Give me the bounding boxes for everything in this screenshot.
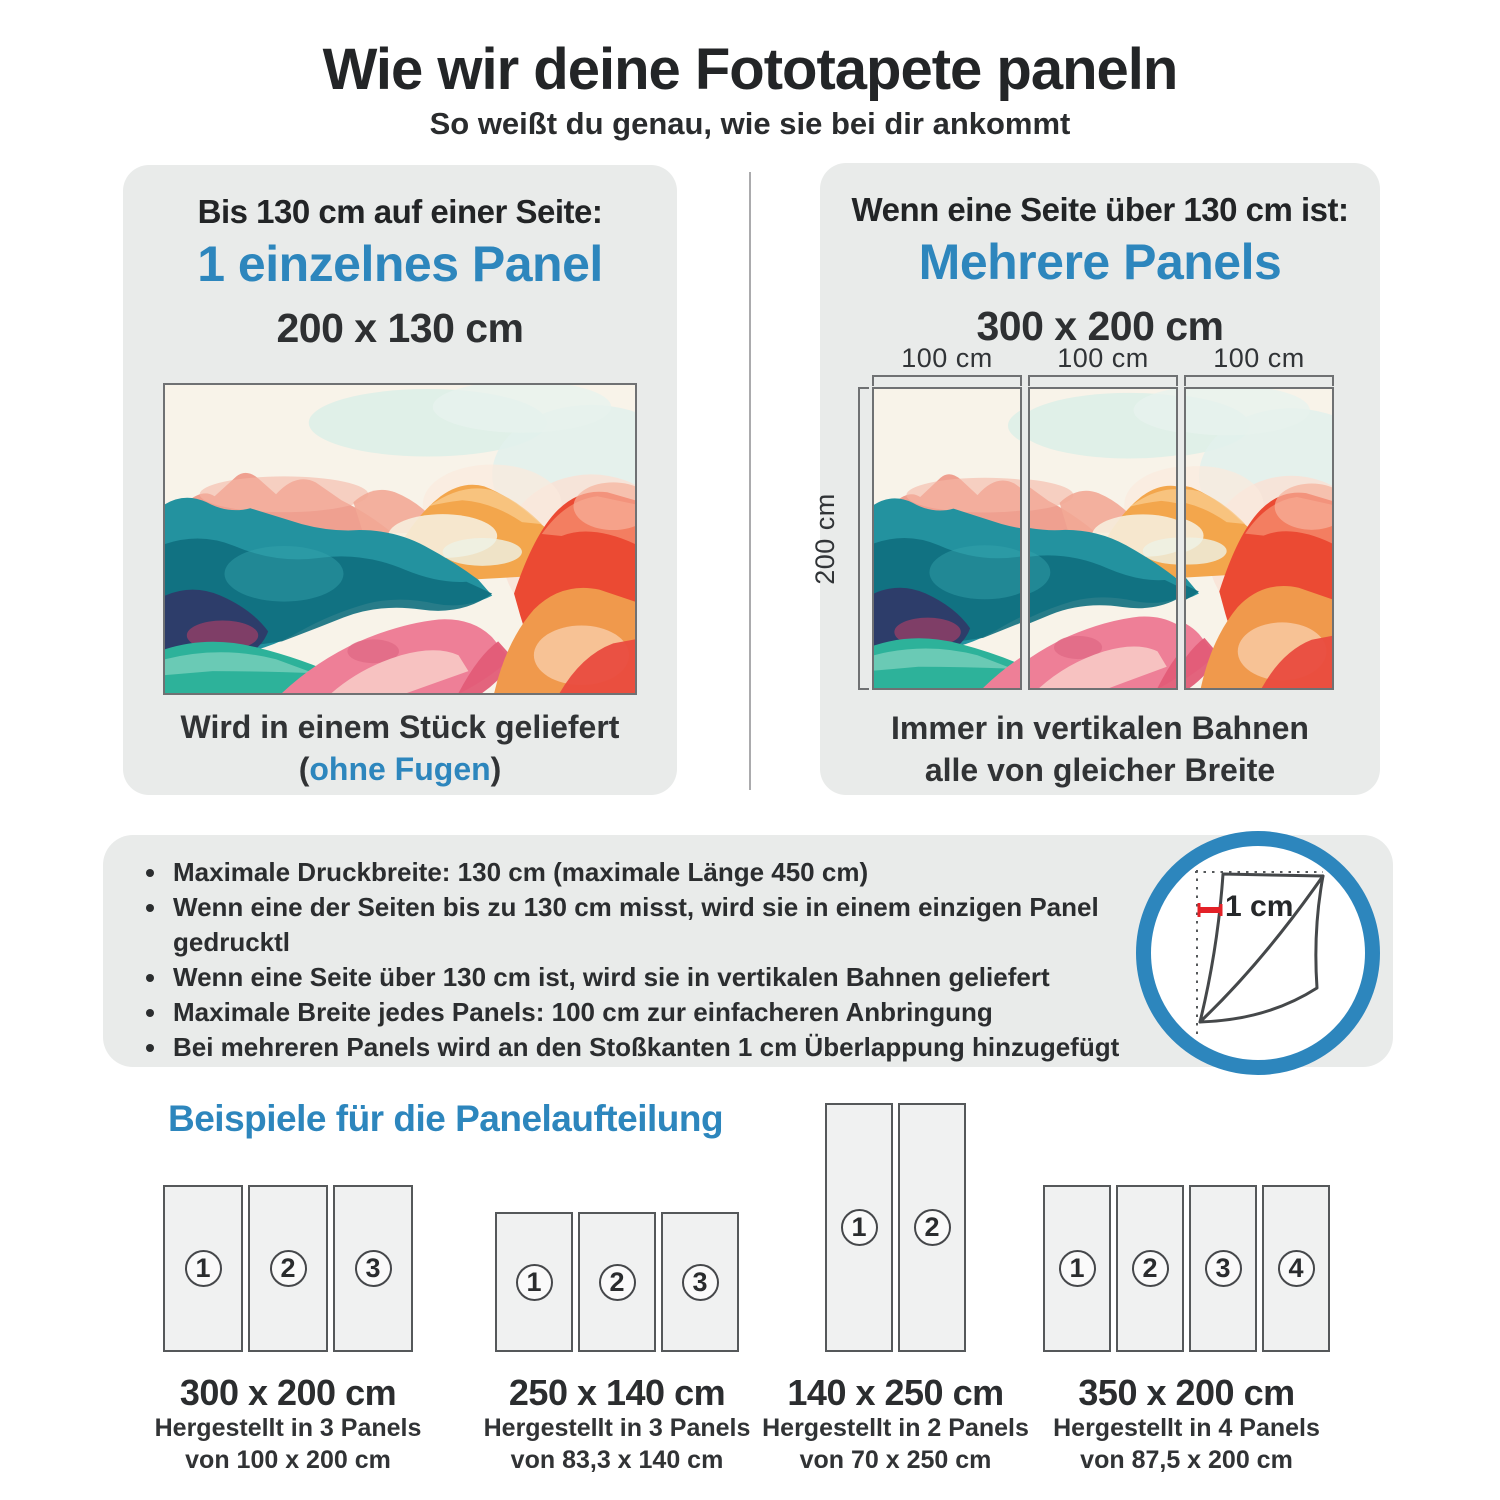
example-panel (163, 1185, 243, 1352)
dimension-label: 140 x 250 cm (787, 1372, 1004, 1413)
example-panel (333, 1185, 413, 1352)
single-panel-dimensions: 200 x 130 cm (276, 305, 524, 351)
single-panel-card (123, 165, 677, 795)
example-panel (578, 1212, 656, 1352)
width-measure-bracket (1184, 375, 1334, 386)
panel-number-badge: 3 (682, 1264, 719, 1301)
paneled-image-area (810, 343, 1334, 690)
example-panel (825, 1103, 893, 1352)
example-panels (825, 1103, 966, 1352)
example-block-2 (483, 1212, 751, 1474)
panel-number-badge: 3 (1205, 1250, 1242, 1287)
delivery-text: Wird in einem Stück geliefert (180, 709, 620, 745)
width-measure-bracket (1028, 375, 1178, 386)
delivery-line-2: alle von gleicher Breite (924, 751, 1276, 788)
single-panel-condition: Bis 130 cm auf einer Seite: (197, 193, 603, 230)
example-panels (495, 1212, 739, 1352)
example-panel (248, 1185, 328, 1352)
panel-number-badge: 3 (355, 1250, 392, 1287)
example-panels (163, 1185, 413, 1352)
info-bullet-list (169, 855, 1209, 1065)
dimension-label: 250 x 140 cm (508, 1372, 726, 1413)
multi-panel-delivery-note (820, 708, 1380, 791)
example-block-1 (154, 1185, 422, 1474)
panel-number-badge: 2 (599, 1264, 636, 1301)
panel-size-label: von 100 x 200 cm (185, 1446, 391, 1474)
watercolor-panel-1 (872, 387, 1022, 690)
page-subtitle: So weißt du genau, wie sie bei dir ankommt (429, 106, 1071, 141)
width-measure-label: 100 cm (1213, 343, 1305, 373)
overlap-circle (1136, 831, 1380, 1075)
delivery-line-1: Immer in vertikalen Bahnen (891, 710, 1309, 746)
panel-number-badge: 1 (841, 1209, 878, 1246)
height-measure-bracket (858, 387, 869, 690)
panel-size-label: von 70 x 250 cm (799, 1446, 992, 1474)
multi-panel-headline: Mehrere Panels (918, 234, 1282, 290)
panel-number-badge: 2 (1132, 1250, 1169, 1287)
made-in-label: Hergestellt in 2 Panels (762, 1414, 1029, 1442)
made-in-label: Hergestellt in 4 Panels (1053, 1414, 1320, 1442)
bullet-item: • Wenn eine der Seiten bis zu 130 cm misst, wird sie in einem einzigen Panel gedrucktl (169, 890, 1209, 960)
paren-open: ( (298, 750, 310, 787)
made-in-label: Hergestellt in 3 Panels (154, 1414, 422, 1442)
watercolor-art-slice-2 (1030, 389, 1176, 688)
panel-size-label: von 83,3 x 140 cm (510, 1446, 724, 1474)
multi-panel-card (810, 163, 1380, 795)
bullet-item: • Maximale Druckbreite: 130 cm (maximale Länge 450 cm) (169, 855, 1209, 890)
width-measure-bracket (872, 375, 1022, 386)
example-panel (661, 1212, 739, 1352)
panel-number-badge: 2 (270, 1250, 307, 1287)
watercolor-art (165, 385, 635, 693)
bullet-item: • Bei mehreren Panels wird an den Stoßkanten 1 cm Überlappung hinzugefügt (169, 1030, 1209, 1065)
example-block-4 (1043, 1185, 1330, 1474)
example-panel (1043, 1185, 1111, 1352)
page-title: Wie wir deine Fototapete paneln (322, 37, 1178, 102)
multi-panel-dimensions: 300 x 200 cm (976, 303, 1224, 349)
watercolor-art-slice-3 (1186, 389, 1332, 688)
bullet-item: • Maximale Breite jedes Panels: 100 cm zur einfacheren Anbringung (169, 995, 1209, 1030)
width-measure-label: 100 cm (901, 343, 993, 373)
examples-heading: Beispiele für die Panelaufteilung (168, 1098, 724, 1139)
example-panel (495, 1212, 573, 1352)
watercolor-image-single (163, 383, 637, 695)
panel-size-label: von 87,5 x 200 cm (1080, 1446, 1293, 1474)
height-measure-label: 200 cm (810, 492, 840, 585)
dimension-label: 350 x 200 cm (1078, 1372, 1295, 1413)
bullet-item: • Wenn eine Seite über 130 cm ist, wird sie in vertikalen Bahnen geliefert (169, 960, 1209, 995)
single-panel-headline: 1 einzelnes Panel (197, 236, 603, 292)
delivery-highlight: ohne Fugen (309, 750, 491, 787)
made-in-label: Hergestellt in 3 Panels (483, 1414, 751, 1442)
example-panels (1043, 1185, 1330, 1352)
dimension-label: 300 x 200 cm (179, 1372, 397, 1413)
paren-close: ) (490, 750, 502, 787)
panel-number-badge: 4 (1278, 1250, 1315, 1287)
panel-number-badge: 1 (516, 1264, 553, 1301)
watercolor-art-slice-1 (874, 389, 1020, 688)
multi-panel-condition: Wenn eine Seite über 130 cm ist: (851, 191, 1349, 228)
overlap-label: 1 cm (1225, 890, 1294, 923)
watercolor-panel-3 (1184, 387, 1334, 690)
watercolor-panel-2 (1028, 387, 1178, 690)
single-panel-delivery-note (123, 707, 677, 790)
example-panel (1262, 1185, 1330, 1352)
panel-number-badge: 2 (914, 1209, 951, 1246)
page-curl-icon (1183, 864, 1333, 1042)
card-divider (749, 172, 751, 790)
example-panel (1116, 1185, 1184, 1352)
example-panel (1189, 1185, 1257, 1352)
example-block-3 (762, 1103, 1029, 1474)
width-measure-label: 100 cm (1057, 343, 1149, 373)
example-panel (898, 1103, 966, 1352)
panel-number-badge: 1 (1059, 1250, 1096, 1287)
panel-number-badge: 1 (185, 1250, 222, 1287)
